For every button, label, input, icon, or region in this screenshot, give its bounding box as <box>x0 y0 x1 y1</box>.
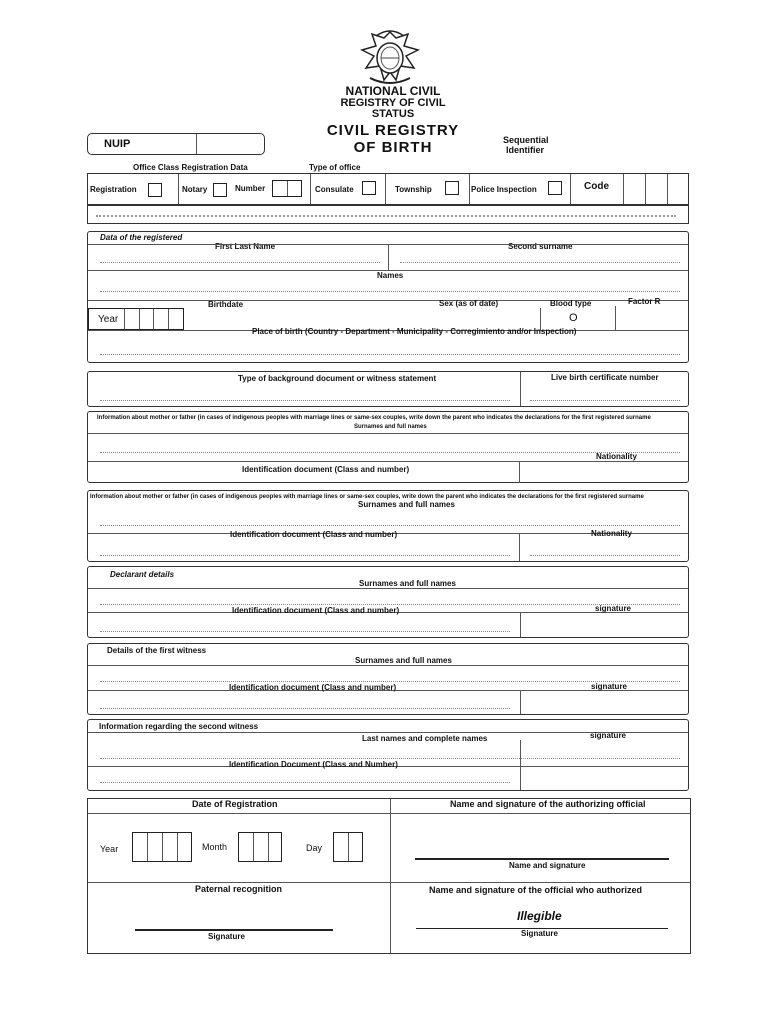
registered-section-title: Data of the registered <box>100 233 183 242</box>
first-last-name-label: First Last Name <box>215 242 276 251</box>
declarant-signature-label: signature <box>595 604 632 613</box>
declarant-surnames-label: Surnames and full names <box>359 579 456 588</box>
place-of-birth-label: Place of birth (Country - Department - Municipality - Corregimiento and/or Inspection) <box>252 327 577 336</box>
consulate-checkbox[interactable] <box>362 181 376 195</box>
registration-checkbox[interactable] <box>148 183 162 197</box>
father-id-doc-input[interactable] <box>100 555 510 556</box>
names-label: Names <box>377 271 404 280</box>
first-witness-signature-label: signature <box>591 682 628 691</box>
official-illegible-text: Illegible <box>517 909 562 923</box>
second-witness-names-input[interactable] <box>100 758 680 759</box>
blood-type-label: Blood type <box>550 299 592 308</box>
office-type-label: Type of office <box>309 163 361 172</box>
father-id-doc-label: Identification document (Class and number) <box>230 530 398 539</box>
birth-year-label: Year <box>98 314 119 325</box>
reg-year-label: Year <box>100 844 119 854</box>
first-witness-section-title: Details of the first witness <box>107 646 207 655</box>
second-surname-label: Second surname <box>508 242 573 251</box>
father-names-input[interactable] <box>100 525 680 526</box>
township-checkbox[interactable] <box>445 181 459 195</box>
background-doc-label: Type of background document or witness statement <box>238 374 437 383</box>
consulate-label: Consulate <box>315 185 354 194</box>
reg-month-field[interactable] <box>238 832 282 862</box>
paternal-recognition-label: Paternal recognition <box>195 884 283 894</box>
coat-of-arms-emblem <box>356 28 424 90</box>
mother-id-doc-label: Identification document (Class and number) <box>242 465 410 474</box>
agency-name-line3: STATUS <box>371 108 415 120</box>
notary-label: Notary <box>182 185 208 194</box>
declarant-names-input[interactable] <box>100 604 680 605</box>
mother-surnames-label: Surnames and full names <box>354 424 427 430</box>
notary-number-field[interactable] <box>272 180 302 197</box>
official-signature-label: Signature <box>521 929 558 938</box>
reg-month-label: Month <box>202 842 228 852</box>
sequential-label-line2: Identifier <box>506 145 545 155</box>
birth-year-field[interactable] <box>88 308 184 330</box>
father-nationality-label: Nationality <box>591 529 632 538</box>
mother-names-input[interactable] <box>100 452 680 453</box>
first-last-name-input[interactable] <box>100 262 380 263</box>
declarant-id-doc-input[interactable] <box>100 631 510 632</box>
code-label: Code <box>584 181 609 192</box>
police-inspection-checkbox[interactable] <box>548 181 562 195</box>
second-surname-input[interactable] <box>400 262 680 263</box>
nuip-field[interactable] <box>87 133 265 155</box>
second-witness-section-title: Information regarding the second witness <box>99 722 259 731</box>
police-inspection-label: Police Inspection <box>471 185 537 194</box>
office-location-field[interactable] <box>87 205 689 224</box>
notary-checkbox[interactable] <box>213 183 227 197</box>
first-witness-id-doc-input[interactable] <box>100 708 510 709</box>
declarant-id-doc-label: Identification document (Class and number) <box>232 606 400 615</box>
first-witness-surnames-label: Surnames and full names <box>355 656 452 665</box>
declarant-section <box>87 566 689 638</box>
second-witness-id-doc-input[interactable] <box>100 782 510 783</box>
registration-label: Registration <box>90 185 137 194</box>
paternal-signature-label: Signature <box>208 932 245 941</box>
factor-r-label: Factor R <box>628 297 661 306</box>
first-witness-id-doc-label: Identification document (Class and number) <box>229 683 397 692</box>
authorizing-signature-line[interactable] <box>415 858 669 860</box>
background-doc-input[interactable] <box>100 400 510 401</box>
second-witness-signature-label: signature <box>590 731 627 740</box>
form-title-line2: OF BIRTH <box>353 139 433 156</box>
office-class-label: Office Class Registration Data <box>133 163 248 172</box>
registration-date-label: Date of Registration <box>192 799 278 809</box>
live-birth-label: Live birth certificate number <box>551 373 659 382</box>
official-authorized-label: Name and signature of the official who authorized <box>429 885 643 895</box>
blood-type-circle: O <box>569 312 578 324</box>
second-witness-id-doc-label: Identification Document (Class and Number) <box>229 760 398 769</box>
father-nationality-input[interactable] <box>530 555 680 556</box>
form-title-line1: CIVIL REGISTRY <box>326 122 460 139</box>
mother-info-label: Information about mother or father (in cases of indigenous peoples with marriage lines or same-sex couples, write down the parent who indicates the declarations for the first registered surname <box>97 415 651 421</box>
sequential-label-line1: Sequential <box>503 135 549 145</box>
names-input[interactable] <box>100 291 680 292</box>
authorizing-name-signature-label: Name and signature <box>509 861 586 870</box>
authorizing-official-label: Name and signature of the authorizing official <box>450 799 646 809</box>
birthdate-label: Birthdate <box>208 300 244 309</box>
place-of-birth-input[interactable] <box>100 354 680 355</box>
declarant-section-title: Declarant details <box>110 570 175 579</box>
sex-label: Sex (as of date) <box>439 299 499 308</box>
paternal-signature-line[interactable] <box>135 929 333 931</box>
father-info-label: Information about mother or father (in cases of indigenous peoples with marriage lines or same-sex couples, write down the parent who indicates the declarations for the first registered surname <box>90 494 644 500</box>
nuip-label: NUIP <box>104 138 131 150</box>
agency-name-line1: NATIONAL CIVIL <box>345 84 441 98</box>
number-label: Number <box>235 184 266 193</box>
reg-year-field[interactable] <box>132 832 192 862</box>
township-label: Township <box>395 185 432 194</box>
live-birth-input[interactable] <box>530 400 680 401</box>
second-witness-names-label: Last names and complete names <box>362 734 488 743</box>
father-surnames-label: Surnames and full names <box>358 500 455 509</box>
reg-day-field[interactable] <box>333 832 363 862</box>
mother-nationality-label: Nationality <box>596 452 637 461</box>
reg-day-label: Day <box>306 843 323 853</box>
agency-name-line2: REGISTRY OF CIVIL <box>340 97 446 109</box>
